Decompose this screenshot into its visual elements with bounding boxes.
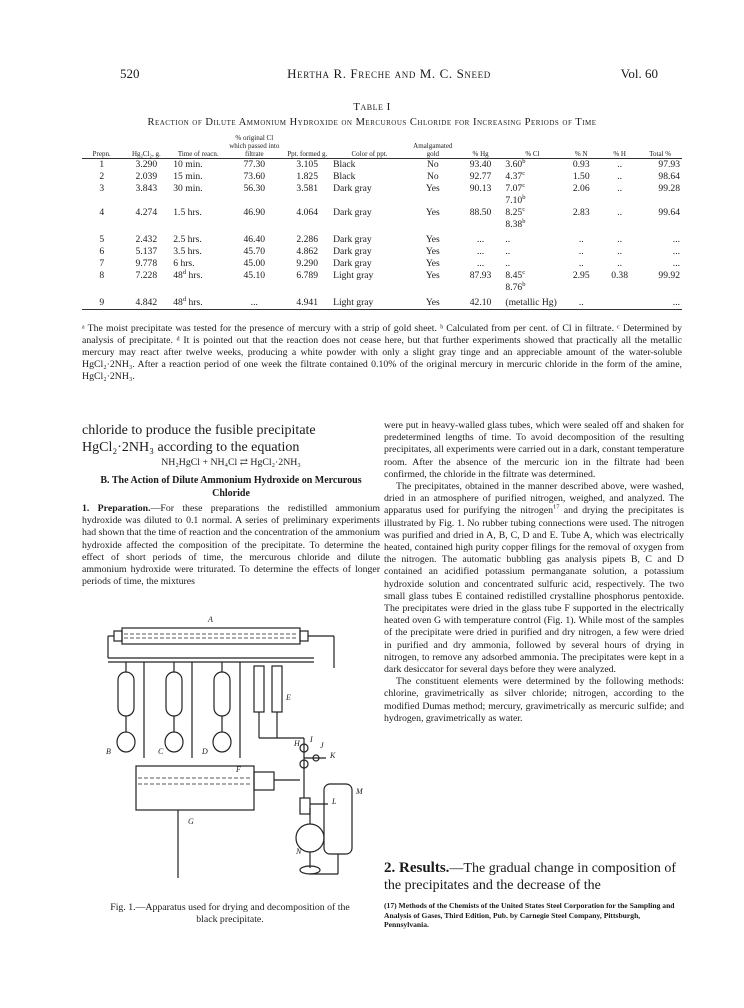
cell-amal: Yes bbox=[425, 183, 440, 194]
table-title: Reaction of Dilute Ammonium Hydroxide on Mercurous Chloride for Increasing Periods of Time bbox=[147, 117, 597, 128]
label-d: D bbox=[202, 747, 208, 756]
tube-a-furnace bbox=[122, 628, 300, 644]
label-c: C bbox=[158, 747, 164, 756]
cell-time: 10 min. bbox=[173, 159, 203, 170]
col-ppt: Ppt. formed g. bbox=[287, 150, 328, 158]
cell-pct-cl: 45.70 bbox=[243, 246, 266, 257]
cell-n: .. bbox=[578, 234, 584, 245]
right-column-text bbox=[384, 420, 684, 725]
cell-cl: 3.60$^b$ bbox=[505, 157, 526, 170]
cell-cl: 4.37$^c$ bbox=[505, 169, 526, 182]
cell-hgcl: 5.137 bbox=[135, 246, 158, 257]
cell-color: Black bbox=[333, 159, 356, 170]
bottle-m bbox=[324, 784, 352, 854]
cell-color: Dark gray bbox=[333, 183, 372, 194]
cell-ppt: 3.581 bbox=[296, 183, 319, 194]
label-g: G bbox=[188, 817, 194, 826]
cell-amal: Yes bbox=[425, 258, 440, 269]
cell-n: .. bbox=[578, 246, 584, 257]
tube-e-1 bbox=[254, 666, 264, 712]
cell-n: .. bbox=[578, 258, 584, 269]
cell-total: ... bbox=[672, 234, 680, 245]
pipet-d bbox=[213, 662, 231, 752]
cell-hg: 92.77 bbox=[469, 171, 492, 182]
cell-amal: No bbox=[426, 171, 439, 182]
cell-hgcl: 2.039 bbox=[135, 171, 158, 182]
cell-time: 48$^d$ hrs. bbox=[173, 268, 203, 281]
cell-color: Dark gray bbox=[333, 234, 372, 245]
cell-color: Dark gray bbox=[333, 207, 372, 218]
col-pct-cl: % original Cl which passed into filtrate bbox=[229, 134, 280, 158]
col-prepn: Prepn. bbox=[92, 150, 111, 158]
cell-cl: 7.07$^c$ 7.10$^b$ bbox=[505, 181, 526, 206]
cell-color: Dark gray bbox=[333, 246, 372, 257]
cell-time: 30 min. bbox=[173, 183, 203, 194]
cell-total: 97.93 bbox=[658, 159, 680, 170]
cell-hg: ... bbox=[476, 258, 485, 269]
cell-prepn: 3 bbox=[99, 183, 105, 194]
ref-17-marker: 17 bbox=[553, 504, 560, 512]
cell-hgcl: 4.274 bbox=[135, 207, 158, 218]
cell-ppt: 3.105 bbox=[296, 159, 319, 170]
preparation-body: —For these preparations the redistilled ammonium hydroxide was diluted to 0.1 normal. A series of preliminary experiments had shown that the time of reaction and the concentration of the ammonium hydroxide affected the composition of the precipitate. To determine the effect of short periods of time, the mercurous chloride and dilute ammonium hydroxide were triturated. To determine the effects of longer periods of time, the mixtures bbox=[82, 503, 380, 588]
cell-cl: 8.45$^c$ 8.76$^b$ bbox=[505, 268, 526, 293]
table-row bbox=[82, 171, 682, 183]
label-f: F bbox=[236, 765, 241, 774]
table-row bbox=[82, 183, 682, 207]
cell-amal: No bbox=[426, 159, 439, 170]
cell-cl: (metallic Hg) bbox=[505, 297, 557, 308]
col-color: Color of ppt. bbox=[351, 150, 388, 158]
cell-pct-cl: 77.30 bbox=[243, 159, 266, 170]
section-heading: B. The Action of Dilute Ammonium Hydroxide on Mercurous Chloride bbox=[100, 475, 362, 499]
label-k: K bbox=[330, 751, 336, 760]
cell-prepn: 2 bbox=[99, 171, 105, 182]
cell-n: 2.06 bbox=[572, 183, 590, 194]
cell-cl: 8.25$^c$ 8.38$^b$ bbox=[505, 205, 526, 230]
cell-n: 2.95 bbox=[572, 270, 590, 281]
col-hg: % Hg bbox=[472, 150, 489, 158]
label-h: H bbox=[294, 739, 300, 748]
cell-color: Dark gray bbox=[333, 258, 372, 269]
cell-prepn: 5 bbox=[99, 234, 105, 245]
right-para-1: were put in heavy-walled glass tubes, which were sealed off and shaken for predetermined lengths of time. To avoid decomposition of the resulting precipitates, all experiments were carried out in a dark, constant temperature room. After the absence of the mercuric ion in the filtrate had been confirmed, the chloride in the filtrate was determined. bbox=[384, 420, 684, 480]
table-row bbox=[82, 294, 682, 310]
lead-text: chloride to produce the fusible precipitate HgCl₂·2NH₃ according to the equation bbox=[82, 423, 316, 455]
cell-ppt: 9.290 bbox=[296, 258, 319, 269]
cell-time: 2.5 hrs. bbox=[173, 234, 202, 245]
cell-hg: 42.10 bbox=[469, 297, 492, 308]
cell-pct-cl: 45.00 bbox=[243, 258, 266, 269]
running-header bbox=[120, 66, 658, 84]
right-para-2a: The precipitates, obtained in the manner described above, were washed, dried in an atmosphere of purified nitrogen, weighed, and analyzed. The apparatus used for purifying the nitrogen bbox=[384, 481, 684, 517]
label-m: M bbox=[356, 787, 363, 796]
cell-n: 1.50 bbox=[572, 171, 590, 182]
results-paragraph bbox=[384, 860, 684, 894]
cell-amal: Yes bbox=[425, 270, 440, 281]
cell-prepn: 1 bbox=[99, 159, 105, 170]
cell-time: 1.5 hrs. bbox=[173, 207, 202, 218]
cell-pct-cl: 45.10 bbox=[243, 270, 266, 281]
cell-n: .. bbox=[578, 297, 584, 308]
trap-l bbox=[300, 798, 310, 814]
cell-hg: 88.50 bbox=[469, 207, 492, 218]
cell-prepn: 6 bbox=[99, 246, 105, 257]
table-row bbox=[82, 231, 682, 246]
cell-total: 99.28 bbox=[658, 183, 680, 194]
cell-time: 6 hrs. bbox=[173, 258, 195, 269]
tube-f bbox=[254, 772, 274, 790]
cell-color: Black bbox=[333, 171, 356, 182]
pipet-b bbox=[117, 662, 135, 752]
figure-caption: Fig. 1.—Apparatus used for drying and decomposition of the black precipitate. bbox=[110, 902, 350, 925]
table-footnotes: ᵃ The moist precipitate was tested for the presence of mercury with a strip of gold sheet. ᵇ Calculated from per cent. of Cl in filtrate. ᶜ Determined by analysis of precipitate. ᵈ It is pointed out that the reaction does not cease here, but that further experiments showed that practically all the metallic mercury may react after twelve weeks, producing a white powder with only a slight gray tinge and an appreciable amount of the water-soluble HgCl₂·2NH₃. After a reaction period of one week the filtrate contained 0.10% of the original mercury in mercuric chloride in the form of the amine, HgCl₂·2NH₃. bbox=[82, 323, 682, 382]
cell-cl: .. bbox=[505, 234, 511, 245]
cell-hgcl: 3.843 bbox=[135, 183, 158, 194]
label-e: E bbox=[286, 693, 291, 702]
results-text: —The gradual change in composition of the precipitates and the decrease of the bbox=[384, 861, 677, 893]
equation: NH₂HgCl + NH₄Cl ⇄ HgCl₂·2NH₃ bbox=[161, 457, 301, 468]
tube-a-right-end bbox=[300, 631, 308, 641]
cell-time: 48$^d$ hrs. bbox=[173, 295, 203, 308]
col-amal: Amalgamated gold bbox=[413, 142, 453, 158]
cell-n: 0.93 bbox=[572, 159, 590, 170]
running-authors: Hertha R. Freche and M. C. Sneed bbox=[287, 66, 491, 81]
cell-total: ... bbox=[672, 258, 680, 269]
right-para-2b: and drying the precipitates is illustrated by Fig. 1. No rubber tubing connections were used. The nitrogen was purified and dried in A, B, C, D and E. Tube A, which was electrically heated, contained high purity copper filings for the removal of oxygen from the nitrogen. The automatic bubbling gas analysis pipets B, C and D contained an acidified potassium permanganate solution, a potassium hydroxide solution and concentrated sulfuric acid, respectively. The two small glass tubes E contained redistilled crystalline phosphorus pentoxide. The precipitates were dried in the glass tube F supported in the electrically heated oven G with temperature control (Fig. 1). While most of the samples of the precipitate were dried in purified and dry nitrogen, a few were dried in purified and dry ammonia, followed by several hours of drying in nitrogen, to remove any adsorbed ammonia. The precipitates were kept in a dark desiccator for several days before they were analyzed. bbox=[384, 505, 684, 676]
cell-h: .. bbox=[617, 207, 623, 218]
data-table bbox=[82, 134, 682, 310]
cell-hg: 90.13 bbox=[469, 183, 492, 194]
cell-ppt: 4.064 bbox=[296, 207, 319, 218]
table-row bbox=[82, 270, 682, 294]
col-hgcl: Hg₂Cl₂, g. bbox=[131, 150, 161, 158]
cell-hgcl: 3.290 bbox=[135, 159, 158, 170]
cell-ppt: 6.789 bbox=[296, 270, 319, 281]
cell-total: 99.64 bbox=[658, 207, 680, 218]
cell-amal: Yes bbox=[425, 297, 440, 308]
cell-h: .. bbox=[617, 159, 623, 170]
cell-ppt: 4.941 bbox=[296, 297, 319, 308]
cell-ppt: 1.825 bbox=[296, 171, 319, 182]
cell-color: Light gray bbox=[333, 297, 374, 308]
table-header-row bbox=[82, 134, 682, 159]
cell-pct-cl: 46.40 bbox=[243, 234, 266, 245]
table-row bbox=[82, 159, 682, 172]
cell-total: 98.64 bbox=[658, 171, 680, 182]
tube-a-left-end bbox=[114, 631, 122, 641]
col-total: Total % bbox=[649, 150, 672, 158]
label-l: L bbox=[332, 797, 337, 806]
label-j: J bbox=[320, 741, 324, 750]
cell-pct-cl: 46.90 bbox=[243, 207, 266, 218]
page-number: 520 bbox=[120, 66, 140, 81]
col-cl: % Cl bbox=[525, 150, 540, 158]
cell-color: Light gray bbox=[333, 270, 374, 281]
cell-hgcl: 7.228 bbox=[135, 270, 158, 281]
label-a: A bbox=[208, 615, 213, 624]
cell-amal: Yes bbox=[425, 207, 440, 218]
table-label: Table I bbox=[353, 101, 391, 113]
label-i: I bbox=[310, 735, 313, 744]
cell-hgcl: 2.432 bbox=[135, 234, 158, 245]
tube-e-2 bbox=[272, 666, 282, 712]
col-n: % N bbox=[574, 150, 588, 158]
table-row bbox=[82, 258, 682, 270]
table-row bbox=[82, 246, 682, 258]
cell-h: .. bbox=[617, 183, 623, 194]
preparation-paragraph bbox=[82, 503, 380, 588]
right-para-2 bbox=[384, 481, 684, 676]
cell-h: .. bbox=[617, 234, 623, 245]
cell-amal: Yes bbox=[425, 234, 440, 245]
cell-hgcl: 4.842 bbox=[135, 297, 158, 308]
cell-ppt: 4.862 bbox=[296, 246, 319, 257]
results-heading: 2. Results. bbox=[384, 860, 450, 876]
cell-h: .. bbox=[617, 246, 623, 257]
cell-total: ... bbox=[672, 246, 680, 257]
cell-total: 99.92 bbox=[658, 270, 680, 281]
cell-hg: 93.40 bbox=[469, 159, 492, 170]
apparatus-figure bbox=[104, 608, 370, 896]
right-para-3: The constituent elements were determined by the following methods: chlorine, gravimetrically as silver chloride; nitrogen, according to the modified Dumas method; mercury, gravimetrically as mercuric sulfide; and hydrogen, gravimetrically as water. bbox=[384, 676, 684, 724]
table-row bbox=[82, 207, 682, 231]
cell-pct-cl: 56.30 bbox=[243, 183, 266, 194]
cell-amal: Yes bbox=[425, 246, 440, 257]
volume-label: Vol. 60 bbox=[620, 66, 658, 81]
cell-hg: 87.93 bbox=[469, 270, 492, 281]
cell-hg: ... bbox=[476, 246, 485, 257]
cell-hgcl: 9.778 bbox=[135, 258, 158, 269]
cell-n: 2.83 bbox=[572, 207, 590, 218]
cell-time: 3.5 hrs. bbox=[173, 246, 202, 257]
cell-cl: .. bbox=[505, 246, 511, 257]
cell-time: 15 min. bbox=[173, 171, 203, 182]
cell-pct-cl: 73.60 bbox=[243, 171, 266, 182]
cell-prepn: 7 bbox=[99, 258, 105, 269]
cell-ppt: 2.286 bbox=[296, 234, 319, 245]
cell-hg: ... bbox=[476, 234, 485, 245]
cell-h bbox=[601, 294, 638, 310]
col-time: Time of reacn. bbox=[177, 150, 219, 158]
cell-h: 0.38 bbox=[611, 270, 629, 281]
cell-h: .. bbox=[617, 171, 623, 182]
reference-footnote: (17) Methods of the Chemists of the United States Steel Corporation for the Sampling and Analysis of Gases, Third Edition, Pub. by Carnegie Steel Company, Pittsburgh, Pennsylvania. bbox=[384, 901, 675, 929]
col-h: % H bbox=[613, 150, 626, 158]
cell-prepn: 9 bbox=[99, 297, 105, 308]
cell-pct-cl: ... bbox=[250, 297, 258, 308]
label-b: B bbox=[106, 747, 111, 756]
pipet-c bbox=[165, 662, 183, 752]
cell-prepn: 8 bbox=[99, 270, 105, 281]
preparation-subhead: 1. Preparation. bbox=[82, 503, 151, 514]
cell-total: ... bbox=[672, 297, 680, 308]
cell-prepn: 4 bbox=[99, 207, 105, 218]
cell-cl: .. bbox=[505, 258, 511, 269]
label-n: N bbox=[296, 847, 302, 856]
cell-h: .. bbox=[617, 258, 623, 269]
